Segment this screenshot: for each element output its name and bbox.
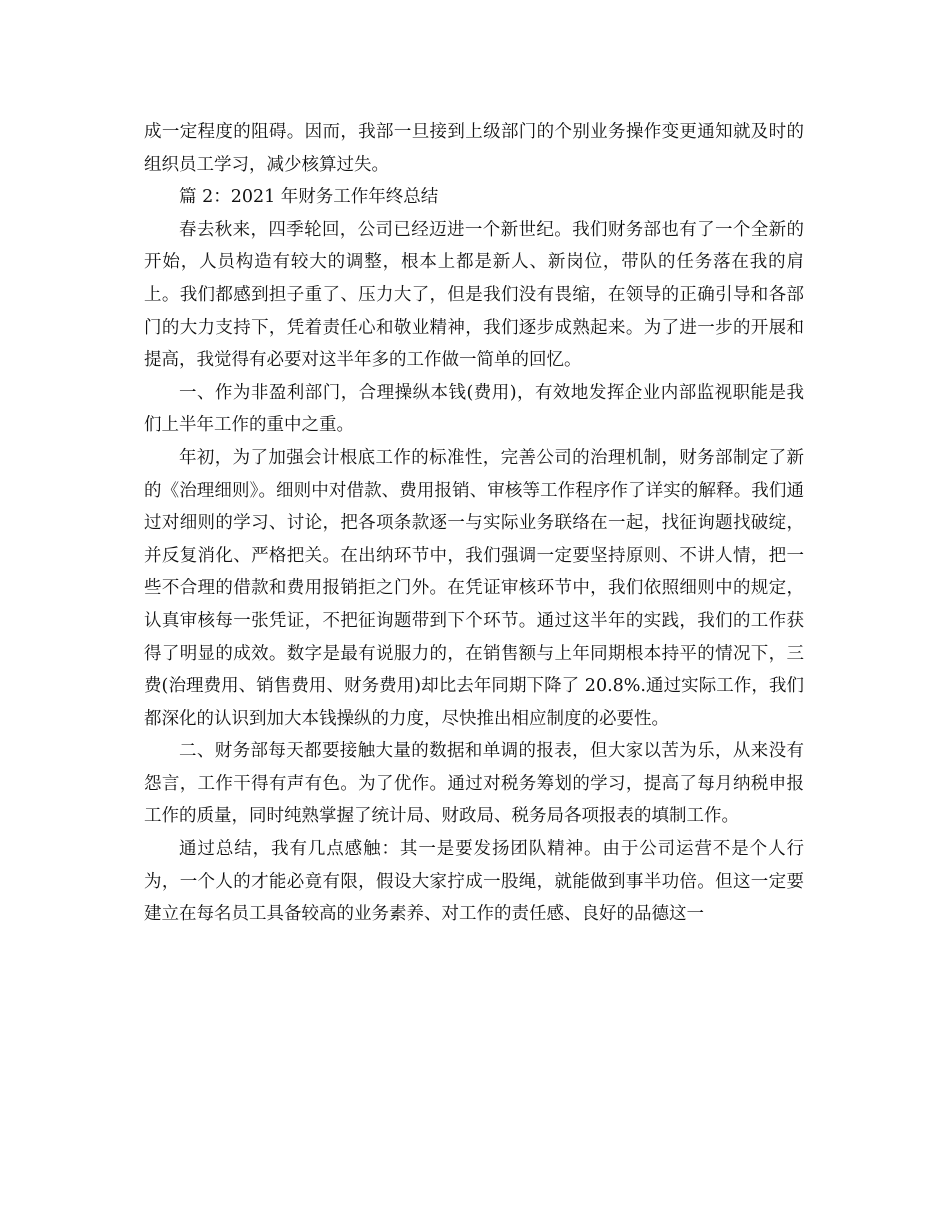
paragraph-continuation: 成一定程度的阻碍。因而，我部一旦接到上级部门的个别业务操作变更通知就及时的组织员工学习，减少核算过失。	[144, 122, 804, 175]
paragraph-point-one: 一、作为非盈利部门，合理操纵本钱(费用)，有效地发挥企业内部监视职能是我们上半年工作的重中之重。	[144, 382, 804, 436]
section-heading: 篇 2：2021 年财务工作年终总结	[179, 187, 439, 208]
paragraph-intro: 春去秋来，四季轮回，公司已经迈进一个新世纪。我们财务部也有了一个全新的开始，人员构造有较大的调整，根本上都是新人、新岗位，带队的任务落在我的肩上。我们都感到担子重了、压力大了，但是我们没有畏缩，在领导的正确引导和各部门的大力支持下，凭着责任心和敬业精神，我们逐步成熟起来。为了进一步的开展和提高，我觉得有必要对这半年多的工作做一简单的回忆。	[144, 219, 804, 371]
paragraph-details: 年初，为了加强会计根底工作的标准性，完善公司的治理机制，财务部制定了新的《治理细则》。细则中对借款、费用报销、审核等工作程序作了详实的解释。我们通过对细则的学习、讨论，把各项条款逐一与实际业务联络在一起，找征询题找破绽，并反复消化、严格把关。在出纳环节中，我们强调一定要坚持原则、不讲人情，把一些不合理的借款和费用报销拒之门外。在凭证审核环节中，我们依照细则中的规定，认真审核每一张凭证，不把征询题带到下个环节。通过这半年的实践，我们的工作获得了明显的成效。数字是最有说服力的，在销售额与上年同期根本持平的情况下，三费(治理费用、销售费用、财务费用)却比去年同期下降了 20.8%.通过实际工作，我们都深化的认识到加大本钱操纵的力度，尽快推出相应制度的必要性。	[144, 447, 804, 729]
document-body	[144, 116, 804, 931]
paragraph-summary: 通过总结，我有几点感触：其一是要发扬团队精神。由于公司运营不是个人行为，一个人的才能必竟有限，假设大家拧成一股绳，就能做到事半功倍。但这一定要建立在每名员工具备较高的业务素养、对工作的责任感、良好的品德这一	[144, 839, 804, 925]
paragraph-point-two: 二、财务部每天都要接触大量的数据和单调的报表，但大家以苦为乐，从来没有怨言，工作干得有声有色。为了优作。通过对税务筹划的学习，提高了每月纳税申报工作的质量，同时纯熟掌握了统计局、财政局、税务局各项报表的填制工作。	[144, 741, 804, 827]
